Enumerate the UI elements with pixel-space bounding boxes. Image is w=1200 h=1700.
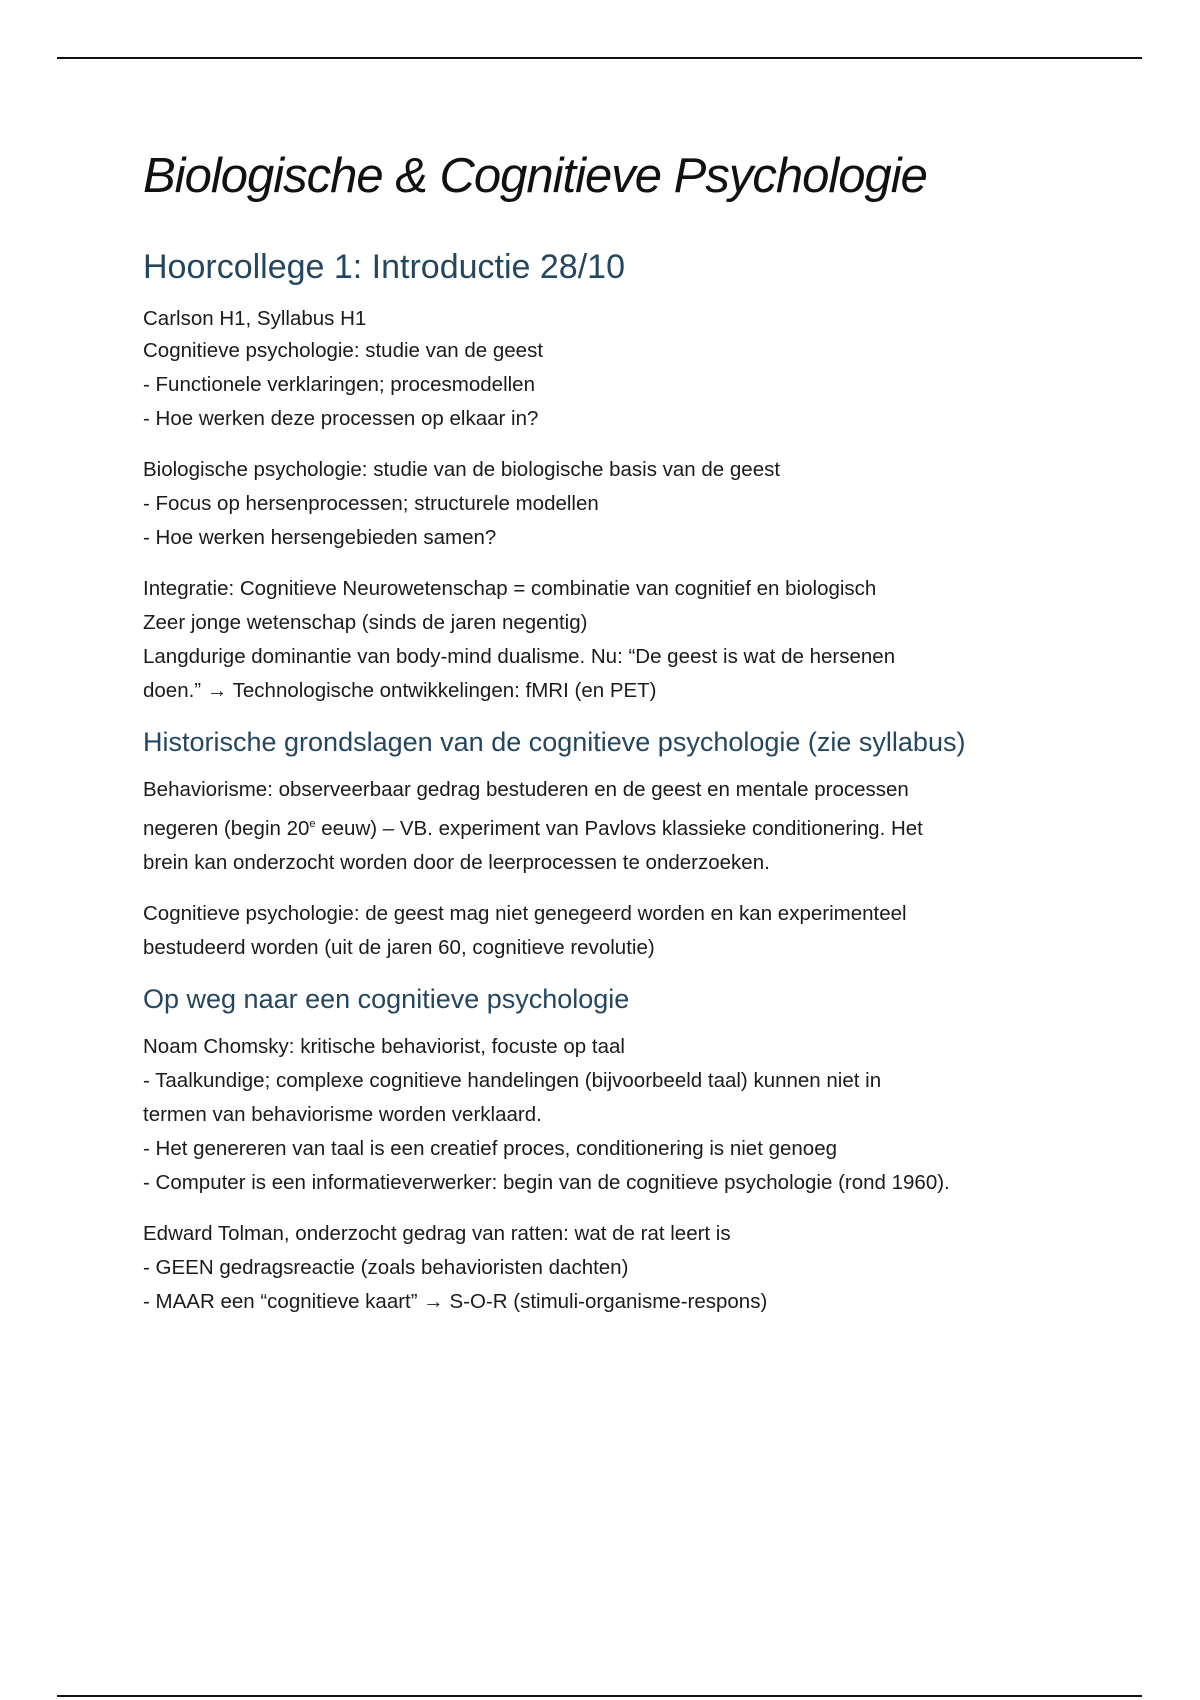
- text-line: Biologische psychologie: studie van de biologische basis van de geest: [143, 458, 781, 481]
- text-line: Cognitieve psychologie: de geest mag niet genegeerd worden en kan experimenteel: [143, 901, 907, 925]
- text-line: - GEEN gedragsreactie (zoals behavioristen dachten): [143, 1255, 629, 1279]
- section-heading-cognitive: Op weg naar een cognitieve psychologie: [143, 983, 630, 1014]
- text-line: doen.” → Technologische ontwikkelingen: fMRI (en PET): [143, 679, 657, 702]
- text-line: Langdurige dominantie van body-mind dualisme. Nu: “De geest is wat de hersenen: [143, 645, 896, 668]
- chomsky-paragraph: [143, 1030, 1103, 1200]
- text-line: Edward Tolman, onderzocht gedrag van ratten: wat de rat leert is: [143, 1221, 731, 1245]
- cognitive-paragraph: [143, 897, 1103, 965]
- tolman-paragraph: [143, 1217, 1103, 1319]
- bottom-rule: [57, 1695, 1142, 1697]
- text-span: eeuw) – VB. experiment van Pavlovs klassieke conditionering. Het: [315, 816, 923, 840]
- superscript: e: [309, 818, 316, 830]
- behaviorism-paragraph: [143, 773, 1103, 880]
- text-line: - MAAR een “cognitieve kaart” → S-O-R (stimuli-organisme-respons): [143, 1289, 768, 1313]
- biological-paragraph: [143, 453, 1103, 555]
- text-line: Noam Chomsky: kritische behaviorist, focuste op taal: [143, 1034, 625, 1058]
- document-title: Biologische & Cognitieve Psychologie: [143, 149, 927, 203]
- text-line: - Taalkundige; complexe cognitieve handelingen (bijvoorbeeld taal) kunnen niet in: [143, 1068, 882, 1092]
- intro-paragraph: [143, 304, 1103, 436]
- lecture-heading: Hoorcollege 1: Introductie 28/10: [143, 248, 625, 286]
- integration-paragraph: [143, 572, 1103, 708]
- text-line: - Hoe werken deze processen op elkaar in?: [143, 407, 539, 430]
- text-line: termen van behaviorisme worden verklaard.: [143, 1102, 542, 1126]
- top-rule: [57, 57, 1142, 59]
- section-heading-history: Historische grondslagen van de cognitieve psychologie (zie syllabus): [143, 727, 966, 757]
- text-line: - Hoe werken hersengebieden samen?: [143, 526, 497, 549]
- text-line: [143, 807, 1103, 846]
- text-line: brein kan onderzocht worden door de leerprocessen te onderzoeken.: [143, 850, 770, 874]
- text-line: - Functionele verklaringen; procesmodellen: [143, 373, 535, 396]
- document-body: [143, 146, 1103, 1319]
- text-line: - Computer is een informatieverwerker: begin van de cognitieve psychologie (rond 1960).: [143, 1170, 950, 1194]
- text-line: Behaviorisme: observeerbaar gedrag bestuderen en de geest en mentale processen: [143, 778, 909, 801]
- text-line: Carlson H1, Syllabus H1: [143, 307, 367, 330]
- text-span: negeren (begin 20: [143, 816, 310, 840]
- text-line: - Focus op hersenprocessen; structurele modellen: [143, 492, 599, 515]
- text-line: bestudeerd worden (uit de jaren 60, cognitieve revolutie): [143, 935, 655, 959]
- text-line: Cognitieve psychologie: studie van de geest: [143, 339, 544, 362]
- text-line: Integratie: Cognitieve Neurowetenschap = combinatie van cognitief en biologisch: [143, 577, 877, 600]
- text-line: - Het genereren van taal is een creatief proces, conditionering is niet genoeg: [143, 1136, 838, 1160]
- text-line: Zeer jonge wetenschap (sinds de jaren negentig): [143, 611, 588, 634]
